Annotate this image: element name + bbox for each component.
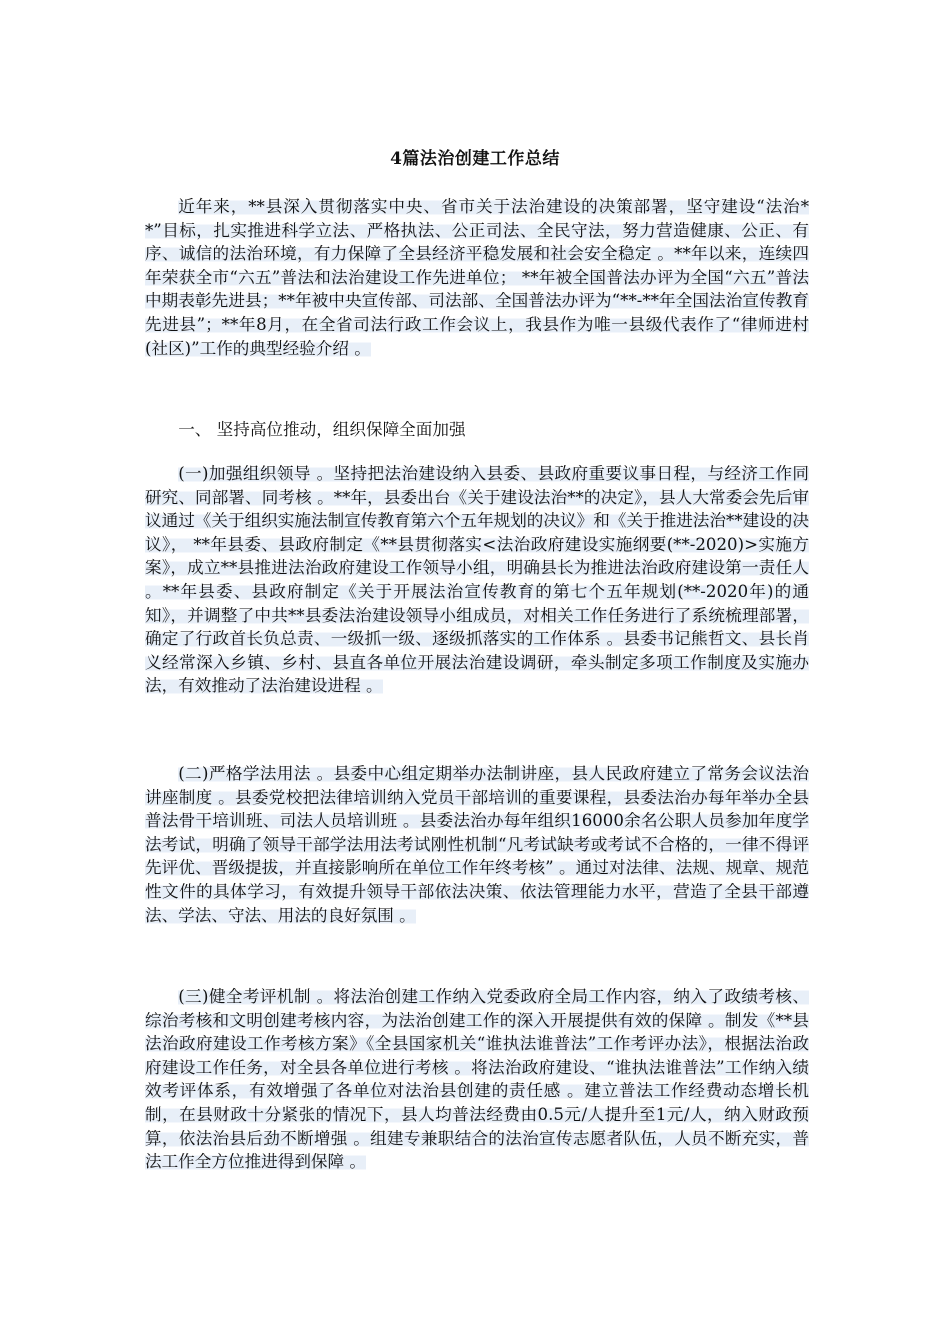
- paragraph-text: (三)健全考评机制 。将法治创建工作纳入党委政府全局工作内容，纳入了政绩考核、综治考核和文明创建考核内容，为法治创建工作的深入开展提供有效的保障 。制发《**县法治政府建设工作考核方案》《全县国家机关“谁执法谁普法”工作考评办法》，根据法治政府建设工作任务，对全县各单位进行考核 。将法治政府建设、“谁执法谁普法”工作纳入绩效考评体系，有效增强了各单位对法治县创建的责任感 。建立普法工作经费动态增长机制，在县财政十分紧张的情况下，县人均普法经费由0.5元/人提升至1元/人，纳入财政预算，依法治县后劲不断增强 。组建专兼职结合的法治宣传志愿者队伍，人员不断充实，普法工作全方位推进得到保障 。: [145, 987, 809, 1172]
- intro-paragraph: [145, 195, 809, 360]
- paragraph-organization-leadership: [145, 462, 809, 698]
- section-heading-1: 一、 坚持高位推动，组织保障全面加强: [178, 420, 466, 439]
- document-title: 4篇法治创建工作总结: [390, 149, 560, 169]
- paragraph-evaluation-mechanism: [145, 985, 809, 1174]
- paragraph-study-law: [145, 762, 809, 927]
- paragraph-text: (一)加强组织领导 。坚持把法治建设纳入县委、县政府重要议事日程，与经济工作同研究、同部署、同考核 。**年，县委出台《关于建设法治**的决定》，县人大常委会先后审议通过《关于组织实施法制宣传教育第六个五年规划的决议》和《关于推进法治**建设的决议》， **年县委、县政府制定《**县贯彻落实<法治政府建设实施纲要(**-2020)>实施方案》，成立**县推进法治政府建设工作领导小组，明确县长为推进法治政府建设第一责任人 。**年县委、县政府制定《关于开展法治宣传教育的第七个五年规划(**-2020年)的通知》，并调整了中共**县委法治建设领导小组成员，对相关工作任务进行了系统梳理部署，确定了行政首长负总责、一级抓一级、逐级抓落实的工作体系 。县委书记熊哲文、县长肖义经常深入乡镇、乡村、县直各单位开展法治建设调研，牵头制定多项工作制度及实施办法，有效推动了法治建设进程 。: [145, 464, 809, 696]
- paragraph-text: (二)严格学法用法 。县委中心组定期举办法制讲座，县人民政府建立了常务会议法治讲座制度 。县委党校把法律培训纳入党员干部培训的重要课程，县委法治办每年举办全县普法骨干培训班、司法人员培训班 。县委法治办每年组织16000余名公职人员参加年度学法考试，明确了领导干部学法用法考试刚性机制“凡考试缺考或考试不合格的，一律不得评先评优、晋级提拔，并直接影响所在单位工作年终考核” 。通过对法律、法规、规章、规范性文件的具体学习，有效提升领导干部依法决策、依法管理能力水平，营造了全县干部遵法、学法、守法、用法的良好氛围 。: [145, 764, 809, 925]
- intro-text: 近年来，**县深入贯彻落实中央、省市关于法治建设的决策部署，坚守建设“法治**”目标，扎实推进科学立法、严格执法、公正司法、全民守法，努力营造健康、公正、有序、诚信的法治环境，有力保障了全县经济平稳发展和社会安全稳定 。**年以来，连续四年荣获全市“六五”普法和法治建设工作先进单位； **年被全国普法办评为全国“六五”普法中期表彰先进县；**年被中央宣传部、司法部、全国普法办评为“**-**年全国法治宣传教育先进县”；**年8月，在全省司法行政工作会议上，我县作为唯一县级代表作了“律师进村(社区)”工作的典型经验介绍 。: [145, 197, 809, 358]
